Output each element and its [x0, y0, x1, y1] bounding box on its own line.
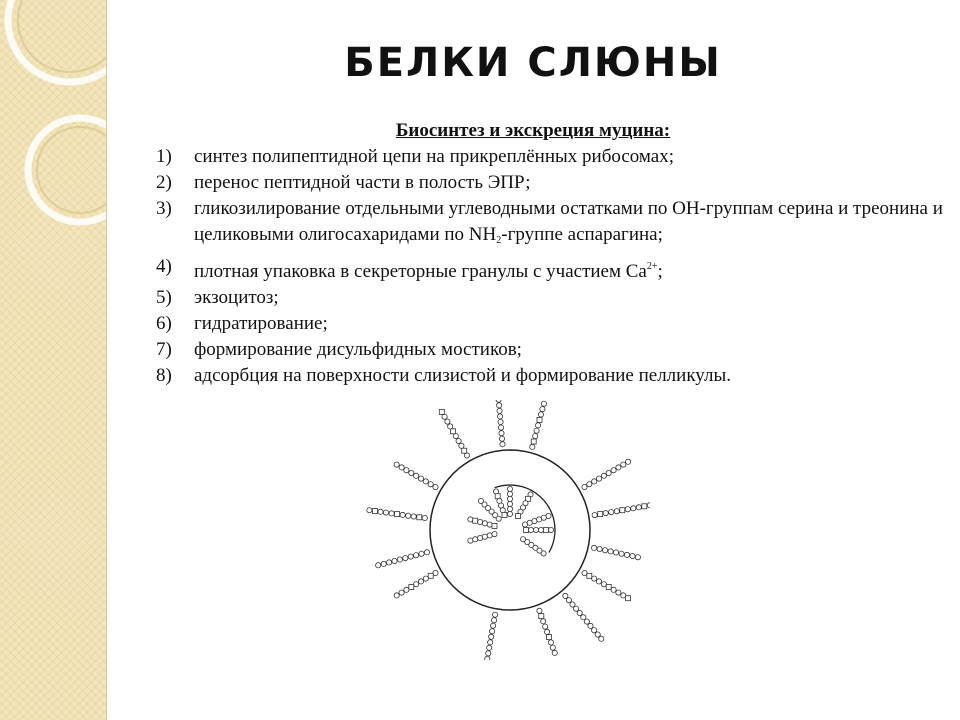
glycan-unit — [397, 557, 402, 562]
step-number: 3) — [156, 198, 172, 219]
glycan-unit — [537, 417, 542, 422]
glycan-unit — [492, 523, 497, 528]
glycan-unit — [499, 431, 504, 436]
glycan-unit — [487, 522, 492, 527]
glycan-unit — [478, 519, 483, 524]
glycan-unit — [603, 511, 608, 516]
glycan-unit — [456, 438, 461, 443]
section-subtitle: Биосинтез и экскреция муцина: — [395, 120, 671, 141]
glycan-unit — [423, 479, 428, 484]
glycan-unit — [539, 614, 544, 619]
glycan-unit — [482, 521, 487, 526]
glycan-unit — [445, 419, 450, 424]
step-text: адсорбция на поверхности слизистой и формирование пелликулы. — [194, 365, 731, 386]
glycan-unit — [592, 545, 597, 550]
step-text: синтез полипептидной цепи на прикреплённых рибосомах; — [194, 146, 675, 167]
glycan-unit — [392, 558, 397, 563]
glycan-unit — [399, 590, 404, 595]
glycan-unit — [428, 573, 433, 578]
glycan-unit — [543, 624, 548, 629]
glycan-unit — [498, 425, 503, 430]
glycan-unit — [613, 550, 618, 555]
glycan-unit — [414, 553, 419, 558]
glycan-unit — [473, 518, 478, 523]
glycan-unit — [540, 407, 545, 412]
glycan-unit — [406, 513, 411, 518]
glycan-unit — [394, 593, 399, 598]
step-text: формирование дисульфидных мостиков; — [194, 339, 522, 360]
glycan-unit — [592, 576, 597, 581]
glycan-unit — [404, 587, 409, 592]
glycan-unit — [418, 476, 423, 481]
glycan-unit — [611, 468, 616, 473]
glycan-unit — [499, 436, 504, 441]
glycan-unit — [621, 593, 626, 598]
glycan-unit — [409, 470, 414, 475]
glycan-unit — [599, 636, 604, 641]
superscript: 2+ — [646, 261, 658, 272]
step-text: перенос пептидной части в полость ЭПР; — [194, 172, 531, 193]
glycan-unit — [534, 428, 539, 433]
page-title: БЕЛКИ СЛЮНЫ — [344, 40, 722, 86]
step-number: 8) — [156, 365, 172, 386]
glycan-unit — [507, 496, 512, 501]
glycan-unit — [577, 610, 582, 615]
mucin-molecule-diagram — [360, 400, 650, 660]
glycan-unit — [376, 563, 381, 568]
glycan-unit — [478, 535, 483, 540]
list-item — [156, 196, 946, 254]
glycan-unit — [394, 462, 399, 467]
glycan-unit — [498, 419, 503, 424]
glycan-unit — [630, 553, 635, 558]
glycan-unit — [635, 555, 640, 560]
glycan-unit — [496, 516, 501, 521]
glycan-unit — [581, 615, 586, 620]
glycan-unit — [507, 506, 512, 511]
glycan-unit — [616, 465, 621, 470]
glycan-unit — [616, 590, 621, 595]
glycan-unit — [592, 479, 597, 484]
glycan-unit — [550, 645, 555, 650]
glycan-unit — [507, 511, 512, 516]
glycan-unit — [548, 640, 553, 645]
glycan-unit — [516, 514, 521, 519]
glycan-unit — [403, 556, 408, 561]
glycan-unit — [442, 414, 447, 419]
glycan-unit — [524, 528, 529, 533]
list-item — [156, 337, 946, 363]
glycan-unit — [439, 409, 444, 414]
glycan-unit — [404, 468, 409, 473]
glycan-unit — [606, 585, 611, 590]
glycan-unit — [596, 579, 601, 584]
glycan-unit — [487, 645, 492, 650]
sidebar-divider — [106, 0, 107, 720]
glycan-unit — [609, 510, 614, 515]
glycan-unit — [545, 629, 550, 634]
glycan-unit — [395, 512, 400, 517]
glycan-unit — [414, 473, 419, 478]
step-number: 7) — [156, 339, 172, 360]
glycan-unit — [601, 473, 606, 478]
glycan-unit — [381, 561, 386, 566]
glycan-unit — [464, 453, 469, 458]
glycan-unit — [626, 459, 631, 464]
glycan-unit — [468, 517, 473, 522]
glycan-unit — [498, 414, 503, 419]
decorative-rings — [0, 0, 106, 720]
glycan-unit — [459, 443, 464, 448]
step-text: ; — [657, 261, 663, 282]
glycan-unit — [592, 628, 597, 633]
glycan-unit — [620, 508, 625, 513]
glycan-unit — [507, 486, 512, 491]
glycan-unit — [488, 640, 493, 645]
glycan-unit — [448, 424, 453, 429]
glycan-unit — [414, 582, 419, 587]
glycan-unit — [522, 522, 527, 527]
glycan-unit — [596, 476, 601, 481]
glycan-unit — [372, 509, 377, 514]
glycan-unit — [485, 656, 490, 660]
glycan-unit — [473, 537, 478, 542]
glycan-unit — [597, 546, 602, 551]
glycan-unit — [621, 462, 626, 467]
glycan-unit — [422, 515, 427, 520]
glycan-unit — [531, 439, 536, 444]
glycan-unit — [424, 550, 429, 555]
list-item — [156, 363, 946, 389]
glycan-unit — [563, 593, 568, 598]
list-item — [156, 311, 946, 337]
step-text: плотная упаковка в секреторные гранулы с участием Са — [194, 261, 647, 282]
glycan-unit — [378, 509, 383, 514]
glycan-unit — [624, 552, 629, 557]
glycan-unit — [541, 401, 546, 406]
glycan-unit — [592, 513, 597, 518]
glycan-unit — [538, 412, 543, 417]
list-item — [156, 285, 946, 311]
glycan-unit — [418, 579, 423, 584]
glycan-unit — [626, 596, 631, 601]
glycan-unit — [423, 576, 428, 581]
glycan-unit — [587, 573, 592, 578]
glycan-unit — [451, 429, 456, 434]
glycan-unit — [409, 585, 414, 590]
step-number: 6) — [156, 313, 172, 334]
step-number: 1) — [156, 146, 172, 167]
step-number: 4) — [156, 256, 172, 277]
glycan-unit — [428, 482, 433, 487]
glycan-unit — [536, 423, 541, 428]
glycan-unit — [387, 560, 392, 565]
glycan-unit — [601, 582, 606, 587]
glycan-unit — [619, 551, 624, 556]
glycan-unit — [433, 484, 438, 489]
glycan-unit — [497, 408, 502, 413]
glycan-unit — [552, 650, 557, 655]
glycan-unit — [419, 551, 424, 556]
glycan-unit — [533, 434, 538, 439]
step-text: -группе аспарагина; — [501, 224, 663, 245]
glycan-unit — [642, 504, 647, 509]
glycan-unit — [489, 634, 494, 639]
glycan-unit — [574, 606, 579, 611]
glycan-unit — [547, 635, 552, 640]
glycan-unit — [528, 527, 533, 532]
glycan-unit — [587, 482, 592, 487]
glycan-unit — [507, 491, 512, 496]
glycan-unit — [502, 513, 507, 518]
glycan-unit — [614, 509, 619, 514]
glycan-unit — [611, 587, 616, 592]
glycan-unit — [608, 549, 613, 554]
glycan-unit — [486, 651, 491, 656]
glycan-unit — [584, 619, 589, 624]
step-number: 5) — [156, 287, 172, 308]
glycan-unit — [497, 403, 502, 408]
glycan-unit — [548, 527, 553, 532]
glycan-unit — [492, 618, 497, 623]
glycan-unit — [468, 538, 473, 543]
glycan-unit — [367, 508, 372, 513]
glycan-unit — [598, 512, 603, 517]
glycan-unit — [606, 470, 611, 475]
list-item — [156, 254, 946, 285]
step-text: гидратирование; — [194, 313, 328, 334]
glycan-unit — [521, 537, 526, 542]
glycan-unit — [383, 510, 388, 515]
step-text: экзоцитоз; — [194, 287, 279, 308]
backbone-outer — [430, 450, 590, 610]
glycan-unit — [541, 619, 546, 624]
glycan-unit — [389, 511, 394, 516]
glycan-unit — [530, 444, 535, 449]
glycan-unit — [533, 527, 538, 532]
glycan-unit — [582, 484, 587, 489]
glycan-unit — [625, 507, 630, 512]
glycan-unit — [537, 608, 542, 613]
glycan-unit — [647, 503, 650, 508]
list-item — [156, 170, 946, 196]
glycan-unit — [399, 465, 404, 470]
glycan-unit — [544, 528, 549, 533]
decorative-sidebar — [0, 0, 106, 720]
glycan-unit — [411, 514, 416, 519]
glycan-unit — [631, 506, 636, 511]
glycan-unit — [595, 632, 600, 637]
step-text: гликозилирование отдельными углеводными остатками по ОН-группам серина и треонина и целиковыми олигосахаридами по NH — [194, 198, 943, 245]
glycan-unit — [538, 527, 543, 532]
glycan-unit — [603, 548, 608, 553]
step-number: 2) — [156, 172, 172, 193]
glycan-unit — [492, 532, 497, 537]
steps-list — [156, 144, 946, 389]
glycan-unit — [491, 623, 496, 628]
glycan-unit — [507, 501, 512, 506]
glycan-unit — [500, 442, 505, 447]
glycan-unit — [408, 554, 413, 559]
list-item — [156, 144, 946, 170]
glycan-unit — [493, 612, 498, 617]
glycan-unit — [417, 515, 422, 520]
glycan-unit — [433, 570, 438, 575]
glycan-unit — [636, 505, 641, 510]
glycan-unit — [566, 598, 571, 603]
glycan-unit — [400, 512, 405, 517]
glycan-unit — [462, 448, 467, 453]
glycan-unit — [487, 533, 492, 538]
glycan-unit — [496, 400, 501, 402]
subscript: 2 — [496, 235, 502, 246]
glycan-unit — [453, 434, 458, 439]
glycan-unit — [582, 570, 587, 575]
glycan-unit — [482, 534, 487, 539]
glycan-unit — [490, 629, 495, 634]
glycan-unit — [588, 623, 593, 628]
